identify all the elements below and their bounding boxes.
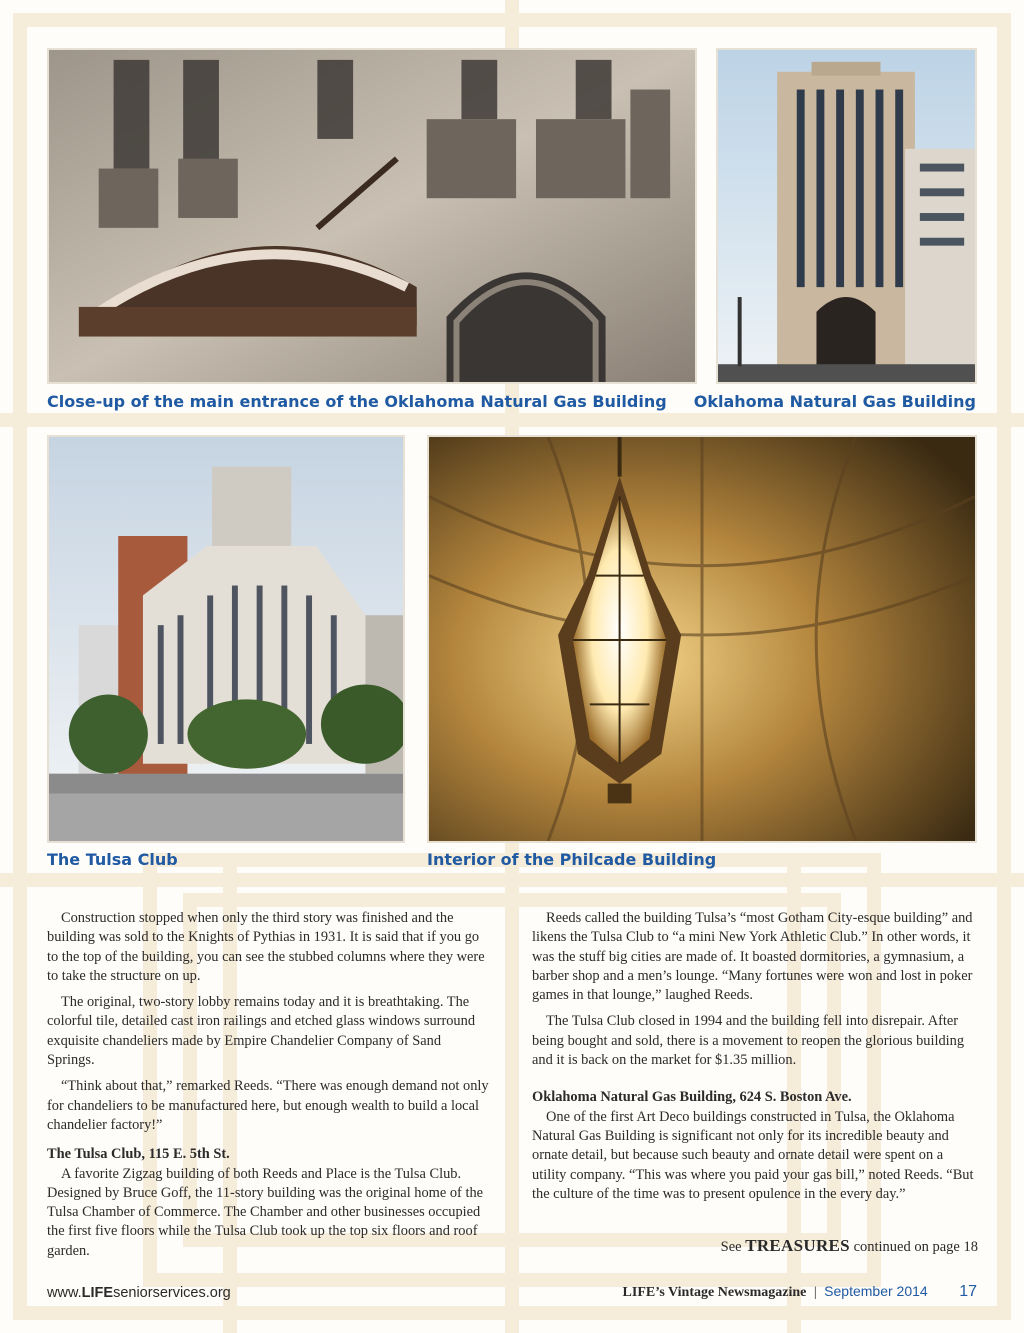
url-bold: LIFE — [81, 1285, 114, 1301]
paragraph: One of the first Art Deco buildings constructed in Tulsa, the Oklahoma Natural Gas Building is significant not only for its incredible beauty and ornate detail, but because such beauty and ornate detail were spent on a utility company. “This was where you paid your gas bill,” noted Reeds. “But the culture of the time was to present opulence in the every day.” — [532, 1108, 974, 1202]
footer-website — [47, 1285, 231, 1301]
ong-building-photo — [716, 48, 977, 384]
page-number: 17 — [959, 1283, 977, 1300]
tulsa-club-photo — [47, 435, 405, 843]
entrance-photo-caption: Close-up of the main entrance of the Oklahoma Natural Gas Building — [47, 392, 667, 411]
paragraph: “Think about that,” remarked Reeds. “There was enough demand not only for chandeliers to be manufactured here, but enough wealth to build a local chandelier factory!” — [47, 1078, 489, 1133]
continued-keyword: TREASURES — [745, 1236, 850, 1255]
subheading-ong-building: Oklahoma Natural Gas Building, 624 S. Boston Ave. — [532, 1089, 852, 1106]
tulsa-club-caption: The Tulsa Club — [47, 850, 178, 869]
footer-magazine-info — [623, 1283, 977, 1301]
ong-building-caption: Oklahoma Natural Gas Building — [693, 392, 976, 411]
issue-date: September 2014 — [824, 1283, 928, 1299]
magazine-title: LIFE’s Vintage Newsmagazine — [622, 1285, 807, 1300]
url-prefix: www. — [47, 1285, 82, 1301]
paragraph: Reeds called the building Tulsa’s “most Gotham City-esque building” and likens the Tulsa Club to “a mini New York Athletic Club.” In other words, it was the stuff big cities are made of. It boasted dormitories, a gymnasium, a barber shop and a men’s lounge. “Many fortunes were won and lost in poker games in that lounge,” laughed Reeds. — [532, 910, 973, 1004]
subheading-tulsa-club: The Tulsa Club, 115 E. 5th St. — [47, 1146, 230, 1163]
paragraph: The original, two-story lobby remains today and it is breathtaking. The colorful tile, detailed cast iron railings and etched glass windows surround exquisite chandeliers made by Empire Chandelier Company of Sand Springs. — [47, 994, 476, 1069]
philcade-interior-photo — [427, 435, 977, 843]
paragraph: The Tulsa Club closed in 1994 and the building fell into disrepair. After being bought and sold, there is a movement to reopen the glorious building and it is back on the market for $1.35 million. — [532, 1013, 965, 1069]
entrance-photo — [47, 48, 697, 384]
continued-line — [721, 1236, 978, 1256]
article-right-column — [532, 909, 977, 1211]
footer-separator: | — [813, 1285, 817, 1300]
continued-rest: continued on page 18 — [853, 1239, 978, 1255]
article-left-column — [47, 909, 492, 1268]
philcade-caption: Interior of the Philcade Building — [427, 850, 717, 869]
url-suffix: seniorservices.org — [113, 1285, 231, 1301]
continued-see: See — [720, 1239, 742, 1255]
paragraph: Construction stopped when only the third story was finished and the building was sold to the Knights of Pythias in 1931. It is said that if you go to the top of the building, you can see the stubbed columns where they were to take the structure on up. — [47, 910, 485, 984]
paragraph: A favorite Zigzag building of both Reeds and Place is the Tulsa Club. Designed by Bruce Goff, the 11-story building was the original home of the Tulsa Chamber of Commerce. The Chamber and other businesses occupied the first five floors while the Tulsa Club took up the top six floors and roof garden. — [47, 1165, 484, 1259]
